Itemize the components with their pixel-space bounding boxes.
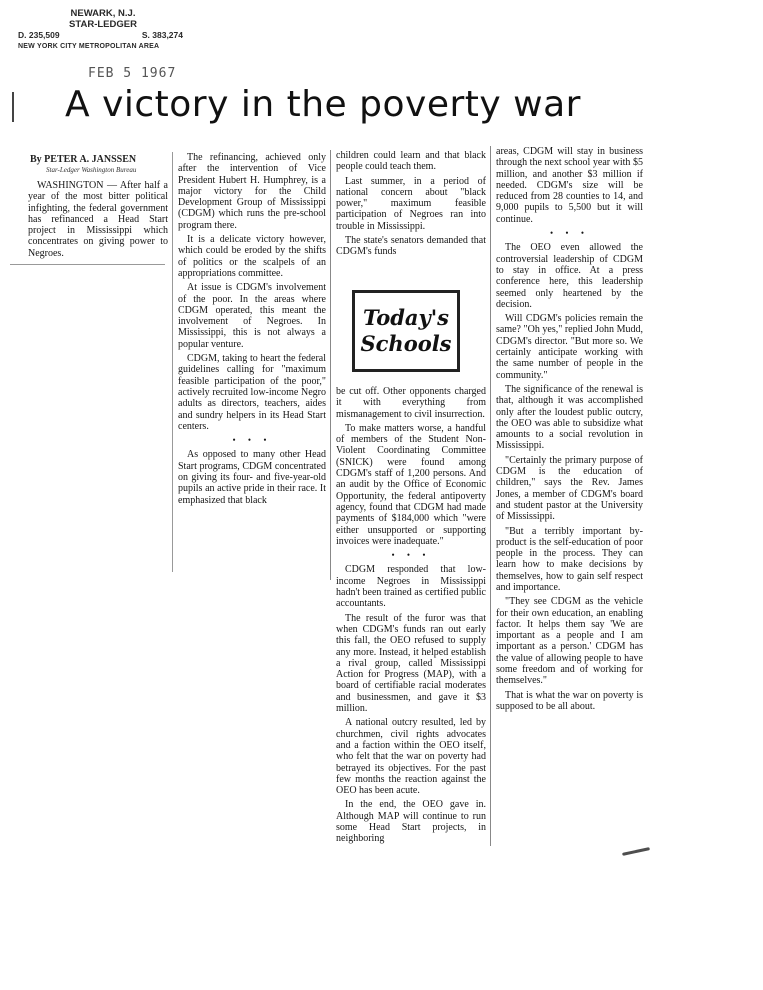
column-1 <box>28 180 168 262</box>
paragraph: "But a terribly important by-product is the self-education of poor people in the process. They can learn how to make decisions by themselves, how to gain self respect and importance. <box>496 525 643 593</box>
paragraph: Will CDGM's policies remain the same? "Oh yes," replied John Mudd, CDGM's director. "But more so. We certainly anticipate working with the same number of people in the community." <box>496 313 643 381</box>
paragraph: A national outcry resulted, led by churchmen, civil rights advocates and a faction within the OEO itself, who felt that the war on poverty had betrayed its objectives. For the past few months the reaction against the OEO has been acute. <box>336 717 486 797</box>
paragraph: In the end, the OEO gave in. Although MAP will continue to run some Head Start projects, in neighboring <box>336 799 486 845</box>
paragraph: To make matters worse, a handful of members of the Student Non-Violent Coordinating Committee (SNICK) were found among CDGM's staff of 1,200 persons. And an audit by the Office of Economic Opportunity, the federal antipoverty agency, found that CDGM had made payments of $184,000 which "were either unsupported or supporting invoices were inadequate." <box>336 422 486 547</box>
bureau-credit: Star-Ledger Washington Bureau <box>46 166 137 174</box>
headline: A victory in the poverty war <box>65 84 581 125</box>
todays-schools-box <box>352 290 460 372</box>
column-4 <box>496 146 643 715</box>
paragraph: children could learn and that black people could teach them. <box>336 150 486 173</box>
paragraph: The OEO even allowed the controversial leadership of CDGM to stay in office. At a press conference here, this leadership seemed only heartened by the decision. <box>496 242 643 310</box>
paragraph: At issue is CDGM's involvement of the poor. In the areas where CDGM operated, this meant the involvement of Negroes. In Mississippi, this is not always a popular venture. <box>178 282 326 350</box>
paragraph: As opposed to many other Head Start programs, CDGM concentrated on giving its four- and five-year-old pupils an active pride in their race. It emphasized that black <box>178 449 326 506</box>
section-separator: • • • <box>232 435 272 446</box>
ink-smudge <box>622 847 650 856</box>
date-stamp: FEB 5 1967 <box>88 66 177 81</box>
paragraph: WASHINGTON — After half a year of the most bitter political infighting, the federal government has refinanced a Head Start project in Mississippi which concentrates on giving power to Negroes. <box>28 180 168 259</box>
masthead <box>18 8 198 52</box>
box-title-line-1: Today's <box>363 305 449 330</box>
sunday-circulation: S. 383,274 <box>141 30 183 40</box>
clipping-edge <box>10 264 165 265</box>
box-title <box>360 305 451 357</box>
paragraph: CDGM responded that low-income Negroes in Mississippi hadn't been trained as certified public accountants. <box>336 564 486 610</box>
paragraph: "They see CDGM as the vehicle for their own education, an enabling factor. It helps them say 'We are important as a people and I am important as a person.' CDGM has the value of allowing people to have some freedom and of working for themselves." <box>496 596 643 687</box>
masthead-city: NEWARK, N.J. <box>70 8 136 19</box>
paragraph: The state's senators demanded that CDGM's funds <box>336 235 486 258</box>
paragraph: The result of the furor was that when CDGM's funds ran out early this fall, the OEO refused to supply any more. Instead, it helped establish a rival group, called Mississippi Action for Progress (MAP), with a board of certifiable racial moderates and businessmen, and gave it $3 million. <box>336 612 486 715</box>
masthead-circulation <box>18 30 183 41</box>
paragraph: The refinancing, achieved only after the intervention of Vice President Hubert H. Humphrey, is a major victory for the Child Development Group of Mississippi (CDGM) which runs the pre-school program there. <box>178 152 326 231</box>
paragraph: "Certainly the primary purpose of CDGM is the education of children," says the Rev. James Jones, a member of CDGM's board and student pastor at the University of Mississippi. <box>496 454 643 523</box>
paragraph: The significance of the renewal is that, although it was accomplished only after the loudest public outcry, the OEO was able to subsidize what amounts to a social revolution in Mississippi. <box>496 383 643 452</box>
box-title-line-2: Schools <box>360 331 452 356</box>
paragraph: CDGM, taking to heart the federal guidelines calling for "maximum feasible participation of the poor," actively recruited low-income Negro adults as directors, teachers, aides and sundry helpers in its Head Start centers. <box>178 353 326 432</box>
column-rule <box>490 146 491 846</box>
paragraph: be cut off. Other opponents charged it with everything from mismanagement to civil insurrection. <box>336 386 486 420</box>
byline: By PETER A. JANSSEN <box>30 154 137 165</box>
column-3-top <box>336 150 486 261</box>
paragraph: That is what the war on poverty is supposed to be all about. <box>496 689 643 712</box>
headline-left-mark <box>12 92 14 122</box>
paragraph: Last summer, in a period of national concern about "black power," maximum feasible participation of Negroes ran into trouble in Mississippi. <box>336 175 486 232</box>
column-3-bottom <box>336 386 486 848</box>
paragraph: It is a delicate victory however, which could be eroded by the shifts of politics or the scalpels of an appropriations committee. <box>178 234 326 279</box>
daily-circulation: D. 235,509 <box>18 30 60 40</box>
column-rule <box>330 150 331 580</box>
masthead-area: NEW YORK CITY METROPOLITAN AREA <box>18 43 160 50</box>
paragraph: areas, CDGM will stay in business through the next school year with $5 million, and another $3 million if needed. CDGM's size will be reduced from 28 counties to 14, and 9,000 pupils to 5,500 but it will continue. <box>496 146 643 225</box>
section-separator: • • • <box>391 550 431 561</box>
section-separator: • • • <box>550 228 589 239</box>
column-2 <box>178 152 326 509</box>
column-rule <box>172 152 173 572</box>
masthead-paper: STAR-LEDGER <box>69 19 137 30</box>
